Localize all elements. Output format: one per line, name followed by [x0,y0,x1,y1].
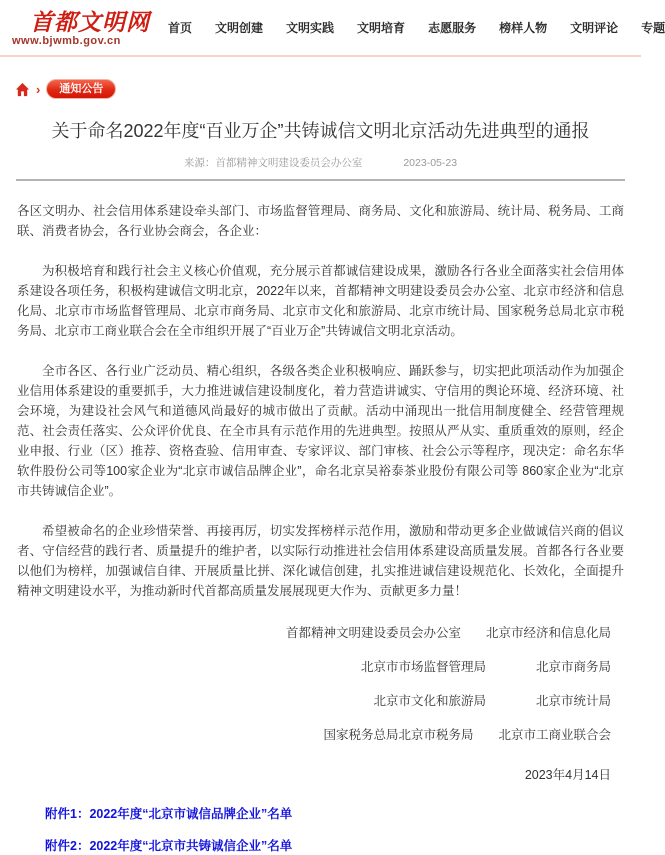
site-logo-url: www.bjwmb.gov.cn [12,34,121,47]
paragraph-decision: 全市各区、各行业广泛动员、精心组织，各级各类企业积极响应、踊跃参与，切实把此项活动作为加强企业信用体系建设的重要抓手，大力推进诚信建设制度化，着力营造讲诚实、守信用的舆论环境、经济环境、社会环境，为建设社会风气和道德风尚最好的城市做出了贡献。活动中涌现出一批信用制度健全、经营管理规范、社会责任落实、公众评价优良、在全市具有示范作用的先进典型。按照从严从实、重质重效的原则，经企业申报、行业（区）推荐、资格查验、信用审查、专家评议、部门审核、社会公示等程序，现决定：命名东华软件股份公司等100家企业为“北京市诚信品牌企业”，命名北京吴裕泰茶业股份有限公司等 860家企业为“北京市共铸诚信企业”。 [17,364,624,498]
nav-item-role-models[interactable]: 榜样人物 [499,20,548,35]
nav-item-volunteer-service[interactable]: 志愿服务 [428,20,477,35]
signature-line: 北京市文化和旅游局 北京市统计局 [373,694,611,708]
page-title: 关于命名2022年度“百业万企”共铸诚信文明北京活动先进典型的通报 [51,121,590,141]
site-header [0,0,665,57]
paragraph-background: 为积极培育和践行社会主义核心价值观，充分展示首都诚信建设成果，激励各行各业全面落实社会信用体系建设各项任务，积极构建诚信文明北京，2022年以来，首都精神文明建设委员会办公室、北京市经济和信息化局、北京市市场监督管理局、北京市商务局、北京市文化和旅游局、北京市统计局、国家税务总局北京市税务局、北京市工商业联合会在全市组织开展了“百业万企”共铸诚信文明北京活动。 [17,264,624,338]
signature-date: 2023年4月14日 [524,768,611,782]
title-divider [16,179,625,181]
article-meta [0,155,641,170]
article-publish-date: 2023-05-23 [403,157,458,169]
nav-item-home[interactable]: 首页 [168,20,193,35]
attachments [17,805,624,855]
breadcrumb [15,78,641,100]
attachment-link-2[interactable]: 附件2：2022年度“北京市共铸诚信企业”名单 [45,839,293,853]
main-nav [168,18,665,38]
paragraph-salutation: 各区文明办、社会信用体系建设牵头部门、市场监督管理局、商务局、文化和旅游局、统计局、税务局、工商联、消费者协会，各行业协会商会，各企业： [17,204,624,238]
article-body [0,201,641,855]
article-source: 来源：首都精神文明建设委员会办公室 [183,157,363,169]
nav-item-special-topics[interactable]: 专题 [641,20,665,35]
signature-line: 北京市市场监督管理局 北京市商务局 [360,660,611,674]
attachment-link-1[interactable]: 附件1：2022年度“北京市诚信品牌企业”名单 [45,807,293,821]
site-logo[interactable] [12,8,158,48]
home-icon[interactable] [15,82,30,97]
nav-item-civilization-practice[interactable]: 文明实践 [286,20,335,35]
site-logo-title: 首都文明网 [30,8,150,35]
signature-line: 首都精神文明建设委员会办公室 北京市经济和信息化局 [285,626,611,640]
nav-item-civilization-creation[interactable]: 文明创建 [215,20,264,35]
paragraph-expectation: 希望被命名的企业珍惜荣誉、再接再厉，切实发挥榜样示范作用，激励和带动更多企业做诚信兴商的倡议者、守信经营的践行者、质量提升的维护者，以实际行动推进社会信用体系建设高质量发展。首都各行各业要以他们为榜样，加强诚信自律、开展质量比拼、深化诚信创建，扎实推进诚信建设规范化、长效化，全面提升精神文明建设水平，为推动新时代首都高质量发展展现更大作为、贡献更多力量！ [17,524,624,598]
signature-block [17,623,624,785]
signature-line: 国家税务总局北京市税务局 北京市工商业联合会 [323,728,611,742]
nav-item-civilization-cultivation[interactable]: 文明培育 [357,20,406,35]
nav-item-civilization-review[interactable]: 文明评论 [570,20,619,35]
chevron-right-icon: › [36,81,41,97]
category-badge[interactable]: 通知公告 [46,79,116,99]
